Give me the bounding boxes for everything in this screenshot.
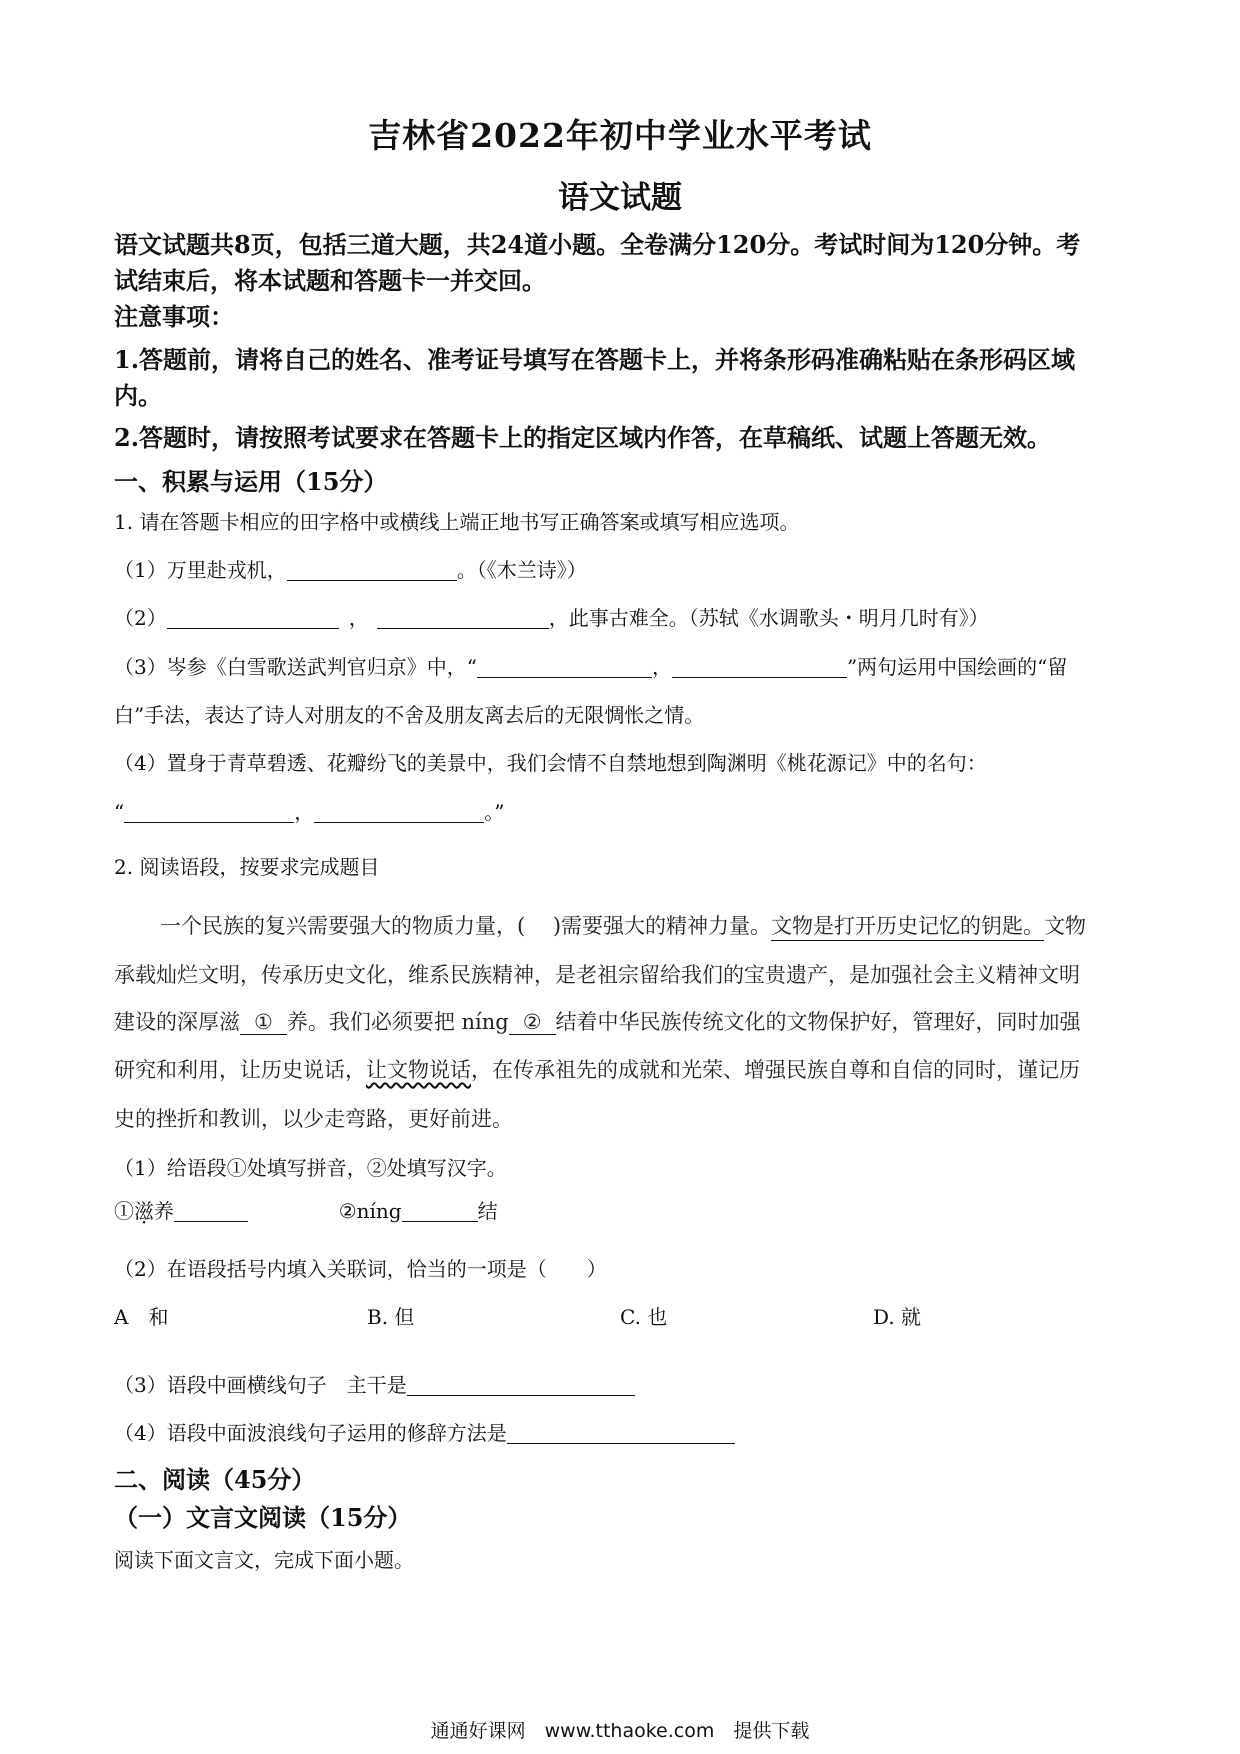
answer-blank[interactable] bbox=[174, 1220, 248, 1222]
section-2-sub-heading: （一）文言文阅读（15分） bbox=[114, 1503, 412, 1532]
answer-label-1-rest: 养 bbox=[154, 1199, 174, 1223]
answer-blank[interactable] bbox=[407, 1394, 635, 1396]
passage-line-5: 史的挫折和教训，以少走弯路，更好前进。 bbox=[114, 1107, 513, 1131]
option-c[interactable]: C. 也 bbox=[620, 1305, 668, 1329]
blank-marker-2[interactable]: ② bbox=[509, 1010, 556, 1035]
q1-sub-4-open-quote: “ bbox=[114, 800, 125, 824]
answer-blank[interactable] bbox=[477, 676, 652, 678]
q1-sub-4-close-quote: 。” bbox=[484, 800, 505, 824]
answer-blank[interactable] bbox=[402, 1220, 478, 1222]
q2-stem: 2. 阅读语段，按要求完成题目 bbox=[114, 855, 380, 879]
passage-line-4 bbox=[114, 1054, 1080, 1086]
answer-label-2-suffix: 结 bbox=[477, 1199, 498, 1223]
q1-sub-3 bbox=[114, 652, 1134, 682]
option-d[interactable]: D. 就 bbox=[873, 1305, 922, 1329]
q2-sub-2: （2）在语段括号内填入关联词，恰当的一项是（ ） bbox=[114, 1257, 607, 1281]
q1-sub-4-mid: ， bbox=[294, 800, 315, 824]
passage-text: 养。我们必须要把 níng bbox=[286, 1010, 509, 1034]
notes-heading: 注意事项： bbox=[114, 302, 234, 331]
answer-blank[interactable] bbox=[287, 579, 457, 581]
answer-blank[interactable] bbox=[672, 676, 847, 678]
passage-text: 一个民族的复兴需要强大的物质力量，( )需要强大的精神力量。 bbox=[160, 914, 772, 938]
passage-text: ，在传承祖先的成就和光荣、增强民族自尊和自信的同时，谨记历 bbox=[471, 1058, 1080, 1082]
option-b[interactable]: B. 但 bbox=[367, 1305, 415, 1329]
q1-sub-3-prefix: （3）岑参《白雪歌送武判官归京》中，“ bbox=[114, 655, 477, 679]
section-2-heading: 二、阅读（45分） bbox=[114, 1465, 316, 1494]
passage-line-1 bbox=[160, 910, 1086, 942]
intro-line-1: 语文试题共8页，包括三道大题，共24道小题。全卷满分120分。考试时间为120分钟。考 bbox=[114, 230, 1081, 259]
q1-sub-1 bbox=[114, 555, 1134, 585]
q2-sub-1: （1）给语段①处填写拼音，②处填写汉字。 bbox=[114, 1156, 507, 1180]
passage-text: 研究和利用，让历史说话， bbox=[114, 1058, 366, 1082]
underlined-sentence: 文物是打开历史记忆的钥匙。 bbox=[771, 914, 1044, 941]
note-1-line-2: 内。 bbox=[114, 381, 162, 410]
q1-sub-1-prefix: （1）万里赴戎机， bbox=[114, 558, 287, 582]
answer-blank[interactable] bbox=[377, 627, 549, 629]
answer-blank[interactable] bbox=[507, 1442, 735, 1444]
q1-sub-2 bbox=[114, 603, 1134, 633]
note-1-line-1: 1.答题前，请将自己的姓名、准考证号填写在答题卡上，并将条形码准确粘贴在条形码区域 bbox=[114, 345, 1076, 374]
q1-sub-3-line-2: 白”手法，表达了诗人对朋友的不舍及朋友离去后的无限惆怅之情。 bbox=[114, 703, 705, 727]
passage-line-2: 承载灿烂文明，传承历史文化，维系民族精神，是老祖宗留给我们的宝贵遗产，是加强社会主义精神文明 bbox=[114, 963, 1080, 987]
answer-blank[interactable] bbox=[167, 627, 339, 629]
intro-line-2: 试结束后，将本试题和答题卡一并交回。 bbox=[114, 266, 546, 295]
q1-sub-3-mid: ， bbox=[651, 655, 672, 679]
passage-text: 建设的深厚滋 bbox=[114, 1010, 240, 1034]
note-2: 2.答题时，请按照考试要求在答题卡上的指定区域内作答，在草稿纸、试题上答题无效。 bbox=[114, 423, 1052, 452]
passage-line-3 bbox=[114, 1006, 1081, 1038]
option-a[interactable]: A 和 bbox=[114, 1305, 169, 1329]
passage-text: 结着中华民族传统文化的文物保护好，管理好，同时加强 bbox=[555, 1010, 1081, 1034]
q1-sub-4-answer bbox=[114, 797, 1134, 827]
q1-sub-2-mid: ， bbox=[348, 606, 369, 630]
q1-sub-1-suffix: 。（《木兰诗》） bbox=[456, 558, 587, 582]
answer-blank[interactable] bbox=[314, 821, 484, 823]
section-1-heading: 一、积累与运用（15分） bbox=[114, 467, 388, 496]
passage-text: 文物 bbox=[1044, 914, 1087, 938]
q2-sub-3 bbox=[114, 1370, 1134, 1400]
answer-label-2: ②níng bbox=[338, 1199, 402, 1223]
dotted-character: 滋 bbox=[134, 1199, 154, 1223]
answer-label-1: ① bbox=[114, 1199, 134, 1223]
q2-sub-4-text: （4）语段中面波浪线句子运用的修辞方法是 bbox=[114, 1421, 507, 1445]
q1-stem: 1. 请在答题卡相应的田字格中或横线上端正地书写正确答案或填写相应选项。 bbox=[114, 510, 800, 534]
q1-sub-2-prefix: （2） bbox=[114, 606, 167, 630]
q1-sub-2-suffix: ，此事古难全。（苏轼《水调歌头・明月几时有》） bbox=[548, 606, 989, 630]
exam-subtitle: 语文试题 bbox=[558, 180, 682, 216]
q1-sub-4: （4）置身于青草碧透、花瓣纷飞的美景中，我们会情不自禁地想到陶渊明《桃花源记》中的名句： bbox=[114, 751, 987, 775]
q2-sub-3-text: （3）语段中画横线句子 主干是 bbox=[114, 1373, 407, 1397]
q1-sub-3-suffix: ”两句运用中国绘画的“留 bbox=[846, 655, 1068, 679]
answer-blank[interactable] bbox=[124, 821, 294, 823]
wavy-underlined-sentence: 让文物说话 bbox=[366, 1058, 471, 1082]
q2-sub-4 bbox=[114, 1418, 1134, 1448]
footer-watermark: 通通好课网 www.tthaoke.com 提供下载 bbox=[430, 1720, 810, 1742]
q2-sub-1-answers bbox=[114, 1196, 1134, 1226]
section-2-instruction: 阅读下面文言文，完成下面小题。 bbox=[114, 1548, 414, 1572]
exam-title: 吉林省2022年初中学业水平考试 bbox=[368, 116, 872, 155]
blank-marker-1[interactable]: ① bbox=[240, 1010, 287, 1035]
